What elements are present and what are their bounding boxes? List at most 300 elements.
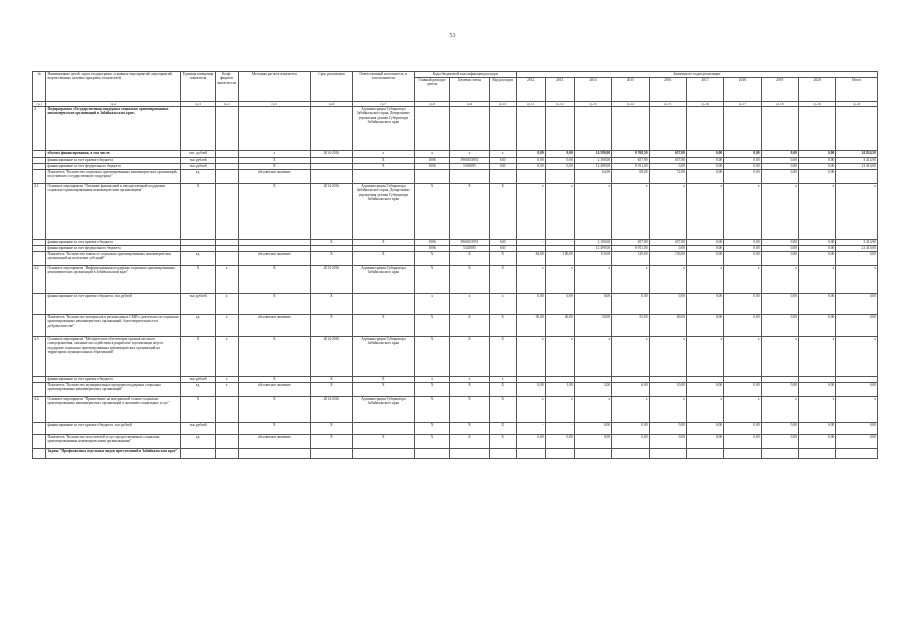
table-cell: x [686, 337, 723, 377]
table-row [33, 294, 878, 315]
table-cell: 0,00 [761, 158, 798, 164]
table-cell: 4.2 [33, 266, 46, 294]
table-cell: X [489, 266, 516, 294]
table-cell: Администрация Губернатора Забайкальского края [352, 397, 414, 423]
table-cell: 120,00 [612, 252, 649, 266]
table-cell: абсолютное значение [238, 383, 311, 397]
row-name-cell: Основное мероприятие "Методическое обеспечение органов местного самоуправления, оказание им содействия в разработке и реализации мер по поддержке социально ориентированных некоммерческих организаций на территориях муниципальных образований" [46, 337, 181, 377]
table-cell: X [414, 184, 449, 240]
table-cell: 0,00 [686, 240, 723, 246]
column-number: гр.10 [489, 102, 516, 107]
table-cell: X [414, 252, 449, 266]
table-cell: 0,00 [724, 170, 761, 184]
table-row [33, 252, 878, 266]
table-cell [311, 170, 353, 184]
table-cell: X [450, 315, 489, 337]
table-cell: x [761, 184, 798, 240]
table-cell: абсолютное значение [238, 435, 311, 449]
table-cell: 0,00 [724, 435, 761, 449]
table-cell: 0,00 [798, 151, 835, 158]
table-cell: 0,00 [798, 423, 835, 435]
header-year: 2012 [516, 78, 545, 102]
table-cell: 2014-2016 [311, 397, 353, 423]
table-cell: X [489, 383, 516, 397]
table-cell [33, 294, 46, 315]
table-cell: 0,00 [612, 423, 649, 435]
column-number: гр.20 [836, 102, 878, 107]
table-cell: X [181, 266, 215, 294]
row-name-cell: Показатель "Количество муниципальных программ поддержки социально ориентированных некоммерческих организаций" [46, 383, 181, 397]
table-cell: тыс.рублей [181, 164, 215, 170]
table-cell: 0,00 [724, 240, 761, 246]
column-number: гр.12 [545, 102, 574, 107]
table-cell: X [238, 266, 311, 294]
table-cell: X [238, 158, 311, 164]
table-cell: x [798, 266, 835, 294]
table-cell: X [352, 383, 414, 397]
table-cell: X [238, 164, 311, 170]
table-cell [516, 107, 545, 151]
table-cell: 0,00 [798, 246, 835, 252]
row-name-cell: объемы финансирования, в том числе: [46, 151, 181, 158]
table-cell [181, 449, 215, 459]
table-cell: 0,00 [836, 383, 878, 397]
table-cell: X [414, 315, 449, 337]
table-cell: x [414, 294, 449, 315]
table-cell: 2014-2016 [311, 184, 353, 240]
column-number: гр.15 [649, 102, 686, 107]
table-cell: 4.1. [33, 184, 46, 240]
table-cell: x [612, 266, 649, 294]
header-year: 2016 [649, 78, 686, 102]
table-cell: X [450, 383, 489, 397]
table-cell [215, 151, 238, 158]
table-cell: 0,00 [798, 158, 835, 164]
table-cell: 1006 [414, 240, 449, 246]
table-cell: 2,00 [574, 383, 611, 397]
table-cell: 0,00 [686, 294, 723, 315]
table-cell: X [414, 337, 449, 377]
table-cell [215, 107, 238, 151]
table-cell [414, 107, 449, 151]
header-num: № [33, 72, 46, 102]
table-cell: 0,00 [761, 435, 798, 449]
table-cell: X [311, 377, 353, 383]
table-cell: X [311, 423, 353, 435]
table-cell: 0,00 [612, 435, 649, 449]
table-cell: x [489, 151, 516, 158]
column-number: гр.6 [311, 102, 353, 107]
table-cell: 5960103951 [450, 158, 489, 164]
header-coef: Коэф-фициент значи-мости [215, 72, 238, 102]
column-number: гр.17 [724, 102, 761, 107]
table-cell [836, 449, 878, 459]
row-name-cell: Показатель "Количество материалов в региональных СМИ о деятельности социально ориентированных некоммерческих организаций, благотворительности и добровольчестве" [46, 315, 181, 337]
table-cell: 657,00 [649, 151, 686, 158]
table-cell: 3 414,90 [836, 158, 878, 164]
table-cell [489, 170, 516, 184]
table-row [33, 449, 878, 459]
table-cell: 0,00 [686, 252, 723, 266]
header-year: 2020 [798, 78, 835, 102]
table-cell: 0,00 [724, 423, 761, 435]
table-cell: - [545, 240, 574, 246]
table-cell: 0,00 [798, 164, 835, 170]
column-number: гр.1 [33, 102, 46, 107]
row-name-cell: финансирование за счет федерального бюджета [46, 164, 181, 170]
table-cell: 2 100,00 [574, 158, 611, 164]
table-cell: 0,00 [686, 151, 723, 158]
table-cell: 0,00 [761, 315, 798, 337]
table-cell: 0,00 [649, 246, 686, 252]
table-cell: 0,00 [798, 170, 835, 184]
table-cell: x [612, 337, 649, 377]
table-cell: 50,00 [574, 315, 611, 337]
table-cell: X [311, 383, 353, 397]
table-cell: ед. [181, 252, 215, 266]
table-cell: 0,00 [516, 151, 545, 158]
table-cell: X [414, 423, 449, 435]
table-cell: абсолютное значение [238, 315, 311, 337]
table-cell: тыс.рублей [181, 158, 215, 164]
table-cell: x [724, 397, 761, 423]
table-cell: X [181, 337, 215, 377]
table-cell [215, 252, 238, 266]
table-cell: 0,00 [761, 294, 798, 315]
header-year: 2017 [686, 78, 723, 102]
table-cell: 55,00 [612, 315, 649, 337]
column-number: гр.19 [798, 102, 835, 107]
table-cell: X [414, 266, 449, 294]
header-unit: Единица измерения показателя [181, 72, 215, 102]
table-cell: x [545, 184, 574, 240]
table-cell: X [311, 315, 353, 337]
table-cell [761, 107, 798, 151]
table-cell: X [489, 423, 516, 435]
header-values-group: Значения по годам реализации [516, 72, 877, 78]
table-cell [612, 449, 649, 459]
table-cell: - [545, 423, 574, 435]
table-cell: 64,00 [574, 170, 611, 184]
row-name-cell: Задача "Профилактика отдельных видов преступлений в Забайкальском крае" [46, 449, 181, 459]
table-cell: 0,00 [686, 164, 723, 170]
table-cell: X [450, 337, 489, 377]
table-cell [574, 449, 611, 459]
row-name-cell: Показатель "Количество заявок от социально ориентированных некоммерческих организаций на получение субсидий" [46, 252, 181, 266]
table-cell: 2 100,00 [574, 240, 611, 246]
table-row [33, 151, 878, 158]
table-cell: x [836, 337, 878, 377]
table-cell: тыс.рублей [181, 423, 215, 435]
table-cell: x [798, 337, 835, 377]
table-cell: 657,90 [612, 158, 649, 164]
table-cell [33, 423, 46, 435]
column-number: гр.4 [215, 102, 238, 107]
table-cell: 0,00 [836, 315, 878, 337]
table-cell: Администрация Губернатора Забайкальского края, Департамент управления делами Губернатора Забайкальского края [352, 184, 414, 240]
table-cell: X [450, 252, 489, 266]
table-cell: x [798, 397, 835, 423]
table-cell: 0,00 [724, 164, 761, 170]
row-name-cell: финансирование за счет краевого бюджета [46, 377, 181, 383]
table-cell: 0,00 [649, 294, 686, 315]
header-year: 2015 [612, 78, 649, 102]
table-cell: 12 499,00 [574, 246, 611, 252]
table-cell: x [649, 337, 686, 377]
table-cell: 0,00 [612, 294, 649, 315]
table-cell [489, 107, 516, 151]
table-cell: 0,00 [649, 164, 686, 170]
table-cell [798, 107, 835, 151]
header-year: 2013 [545, 78, 574, 102]
table-cell: 0,00 [724, 294, 761, 315]
header-budget-col: Главный распоря-дитель [414, 78, 449, 102]
header-method: Методика расчета показателя [238, 72, 311, 102]
table-cell [33, 435, 46, 449]
table-cell: X [352, 164, 414, 170]
table-cell: ед. [181, 435, 215, 449]
table-cell: x [836, 397, 878, 423]
table-cell: X [352, 377, 414, 383]
table-cell [215, 184, 238, 240]
table-cell [352, 170, 414, 184]
table-cell: ед. [181, 170, 215, 184]
table-cell: 100,00 [545, 252, 574, 266]
table-cell: 2014-2016 [311, 337, 353, 377]
table-cell: 0,00 [545, 164, 574, 170]
table-cell [545, 170, 574, 184]
table-cell: 1006 [414, 246, 449, 252]
table-cell [238, 107, 311, 151]
table-cell: x [649, 184, 686, 240]
table-cell: 0,00 [761, 252, 798, 266]
table-cell [238, 449, 311, 459]
table-cell: x [649, 397, 686, 423]
table-cell [33, 383, 46, 397]
table-cell [33, 315, 46, 337]
table-cell: 0,00 [724, 246, 761, 252]
table-cell: 0,00 [686, 170, 723, 184]
table-cell: 0,00 [836, 294, 878, 315]
table-cell: X [489, 184, 516, 240]
table-cell [215, 397, 238, 423]
table-cell: абсолютное значение [238, 252, 311, 266]
table-cell: 21 410,00 [836, 164, 878, 170]
table-cell: 0,00 [761, 423, 798, 435]
table-cell: x [686, 184, 723, 240]
table-cell [724, 449, 761, 459]
table-cell [352, 294, 414, 315]
table-cell: 8 911,00 [612, 164, 649, 170]
table-cell [516, 449, 545, 459]
table-cell [761, 449, 798, 459]
table-cell: 0,00 [545, 151, 574, 158]
table-row [33, 435, 878, 449]
table-cell: 60,00 [649, 315, 686, 337]
table-cell: 68,00 [612, 170, 649, 184]
table-cell [414, 170, 449, 184]
table-cell [836, 170, 878, 184]
column-number: гр.5 [238, 102, 311, 107]
row-name-cell: Показатель "Количество социально ориентированных некоммерческих организаций, получивших государственную поддержку" [46, 170, 181, 184]
table-cell [33, 151, 46, 158]
table-cell: x [450, 151, 489, 158]
table-cell: 0,00 [516, 158, 545, 164]
table-cell: x [215, 315, 238, 337]
table-cell [612, 107, 649, 151]
header-budget-group: Коды бюджетной классификации расходов [414, 72, 516, 78]
table-cell: x [215, 266, 238, 294]
table-cell: x [798, 184, 835, 240]
table-cell: тыс.рублей [181, 377, 215, 383]
table-cell: 0,00 [574, 423, 611, 435]
column-number: гр.11 [516, 102, 545, 107]
table-cell [649, 449, 686, 459]
table-cell: x [574, 266, 611, 294]
page-number: 53 [449, 33, 456, 39]
header-year: Итого [836, 78, 878, 102]
table-cell: 657,90 [612, 240, 649, 246]
column-number: гр.13 [574, 102, 611, 107]
table-cell: X [311, 435, 353, 449]
table-cell: 0,00 [761, 383, 798, 397]
table-cell: абсолютное значение [238, 170, 311, 184]
table-cell: 0,00 [545, 435, 574, 449]
table-cell: x [238, 151, 311, 158]
table-cell: x [545, 337, 574, 377]
table-cell: 0,00 [516, 435, 545, 449]
table-cell: x [836, 266, 878, 294]
table-cell: X [238, 184, 311, 240]
table-cell: 630 [489, 158, 516, 164]
table-cell: 0,00 [836, 252, 878, 266]
table-cell: x [489, 294, 516, 315]
table-cell: x [574, 397, 611, 423]
table-cell: тыс.рублей [181, 294, 215, 315]
header-name: Наименование целей, задач, подпрограмм, основных мероприятий, мероприятий, ведомственных целевых программ, показателей [46, 72, 181, 102]
table-cell: 8 911,00 [612, 246, 649, 252]
table-cell [724, 107, 761, 151]
table-cell: x [352, 151, 414, 158]
table-cell: x [761, 337, 798, 377]
table-cell: Администрация Губернатора Забайкальского края [352, 266, 414, 294]
table-cell: 0,00 [686, 246, 723, 252]
table-row [33, 315, 878, 337]
column-number: гр.14 [612, 102, 649, 107]
table-cell: x [516, 337, 545, 377]
program-table [32, 71, 878, 459]
row-name-cell: Показатель "Количество получателей услуг, предоставляемых социально ориентированными некоммерческими организациями" [46, 435, 181, 449]
table-cell: 84,00 [516, 252, 545, 266]
table-cell: Администрация Губернатора Забайкальского края, Департамент управления делами Губернатора Забайкальского края [352, 107, 414, 151]
table-cell: x [836, 184, 878, 240]
table-cell: X [414, 397, 449, 423]
column-number: гр.3 [181, 102, 215, 107]
table-cell: 0,00 [686, 435, 723, 449]
table-cell: X [352, 315, 414, 337]
header-year: 2014 [574, 78, 611, 102]
table-cell: X [352, 240, 414, 246]
table-cell [450, 449, 489, 459]
table-cell: X [450, 266, 489, 294]
table-cell: X [489, 315, 516, 337]
table-cell [215, 170, 238, 184]
table-cell: 24 824,50 [836, 151, 878, 158]
table-cell: 0,00 [686, 423, 723, 435]
table-row [33, 383, 878, 397]
table-cell [215, 435, 238, 449]
row-name-cell: Основное мероприятие "Оказание финансовой и имущественной поддержки социально ориентированным некоммерческим организациям" [46, 184, 181, 240]
table-cell: 0,00 [798, 315, 835, 337]
table-cell: x [414, 377, 449, 383]
row-name-cell: Основное мероприятие "Привлечение на контрактной основе социально ориентированных некоммерческих организаций к оказанию социальных услуг" [46, 397, 181, 423]
table-cell: x [516, 184, 545, 240]
table-cell: 0,00 [545, 158, 574, 164]
table-cell: 2014-2016 [311, 151, 353, 158]
table-row [33, 397, 878, 423]
row-name-cell: Подпрограмма «Государственная поддержка социально ориентированных некоммерческих организаций в Забайкальском крае» [46, 107, 181, 151]
table-cell: X [311, 252, 353, 266]
table-cell: x [574, 184, 611, 240]
table-cell: 0,00 [836, 423, 878, 435]
table-cell: X [414, 435, 449, 449]
table-cell: ед. [181, 383, 215, 397]
table-cell [450, 170, 489, 184]
table-cell: 630 [489, 246, 516, 252]
table-cell: X [414, 383, 449, 397]
table-cell [33, 449, 46, 459]
table-cell: x [724, 184, 761, 240]
table-cell: 0,00 [761, 246, 798, 252]
table-cell: X [489, 397, 516, 423]
table-cell: 657,00 [649, 240, 686, 246]
table-cell: X [311, 294, 353, 315]
column-number: гр.2 [46, 102, 181, 107]
table-cell: X [181, 184, 215, 240]
table-cell [489, 449, 516, 459]
table-cell: Администрация Губернатора Забайкальского края [352, 337, 414, 377]
table-cell [215, 449, 238, 459]
table-cell: x [215, 294, 238, 315]
table-cell: 0,00 [761, 151, 798, 158]
table-cell: x [414, 151, 449, 158]
table-cell: x [215, 337, 238, 377]
table-cell: x [450, 294, 489, 315]
table-cell: 14 599,00 [574, 151, 611, 158]
table-cell [545, 449, 574, 459]
table-cell: 4. [33, 107, 46, 151]
table-cell: 21 410,00 [836, 246, 878, 252]
table-cell: 5345085 [450, 164, 489, 170]
table-cell: x [724, 337, 761, 377]
table-cell: x [724, 266, 761, 294]
table-cell: 0,00 [686, 158, 723, 164]
table-cell [352, 449, 414, 459]
table-cell: тыс. рублей [181, 151, 215, 158]
table-cell: 0,00 [761, 170, 798, 184]
table-cell: 4.4. [33, 397, 46, 423]
table-cell: 630 [489, 240, 516, 246]
table-cell [215, 423, 238, 435]
table-cell: 0,00 [686, 383, 723, 397]
table-cell: X [181, 397, 215, 423]
table-cell: x [516, 266, 545, 294]
row-name-cell: финансирование за счет краевого бюджета, тыс.рублей [46, 423, 181, 435]
table-cell: 6,00 [612, 383, 649, 397]
table-cell [181, 107, 215, 151]
table-cell [450, 107, 489, 151]
table-cell: X [352, 252, 414, 266]
